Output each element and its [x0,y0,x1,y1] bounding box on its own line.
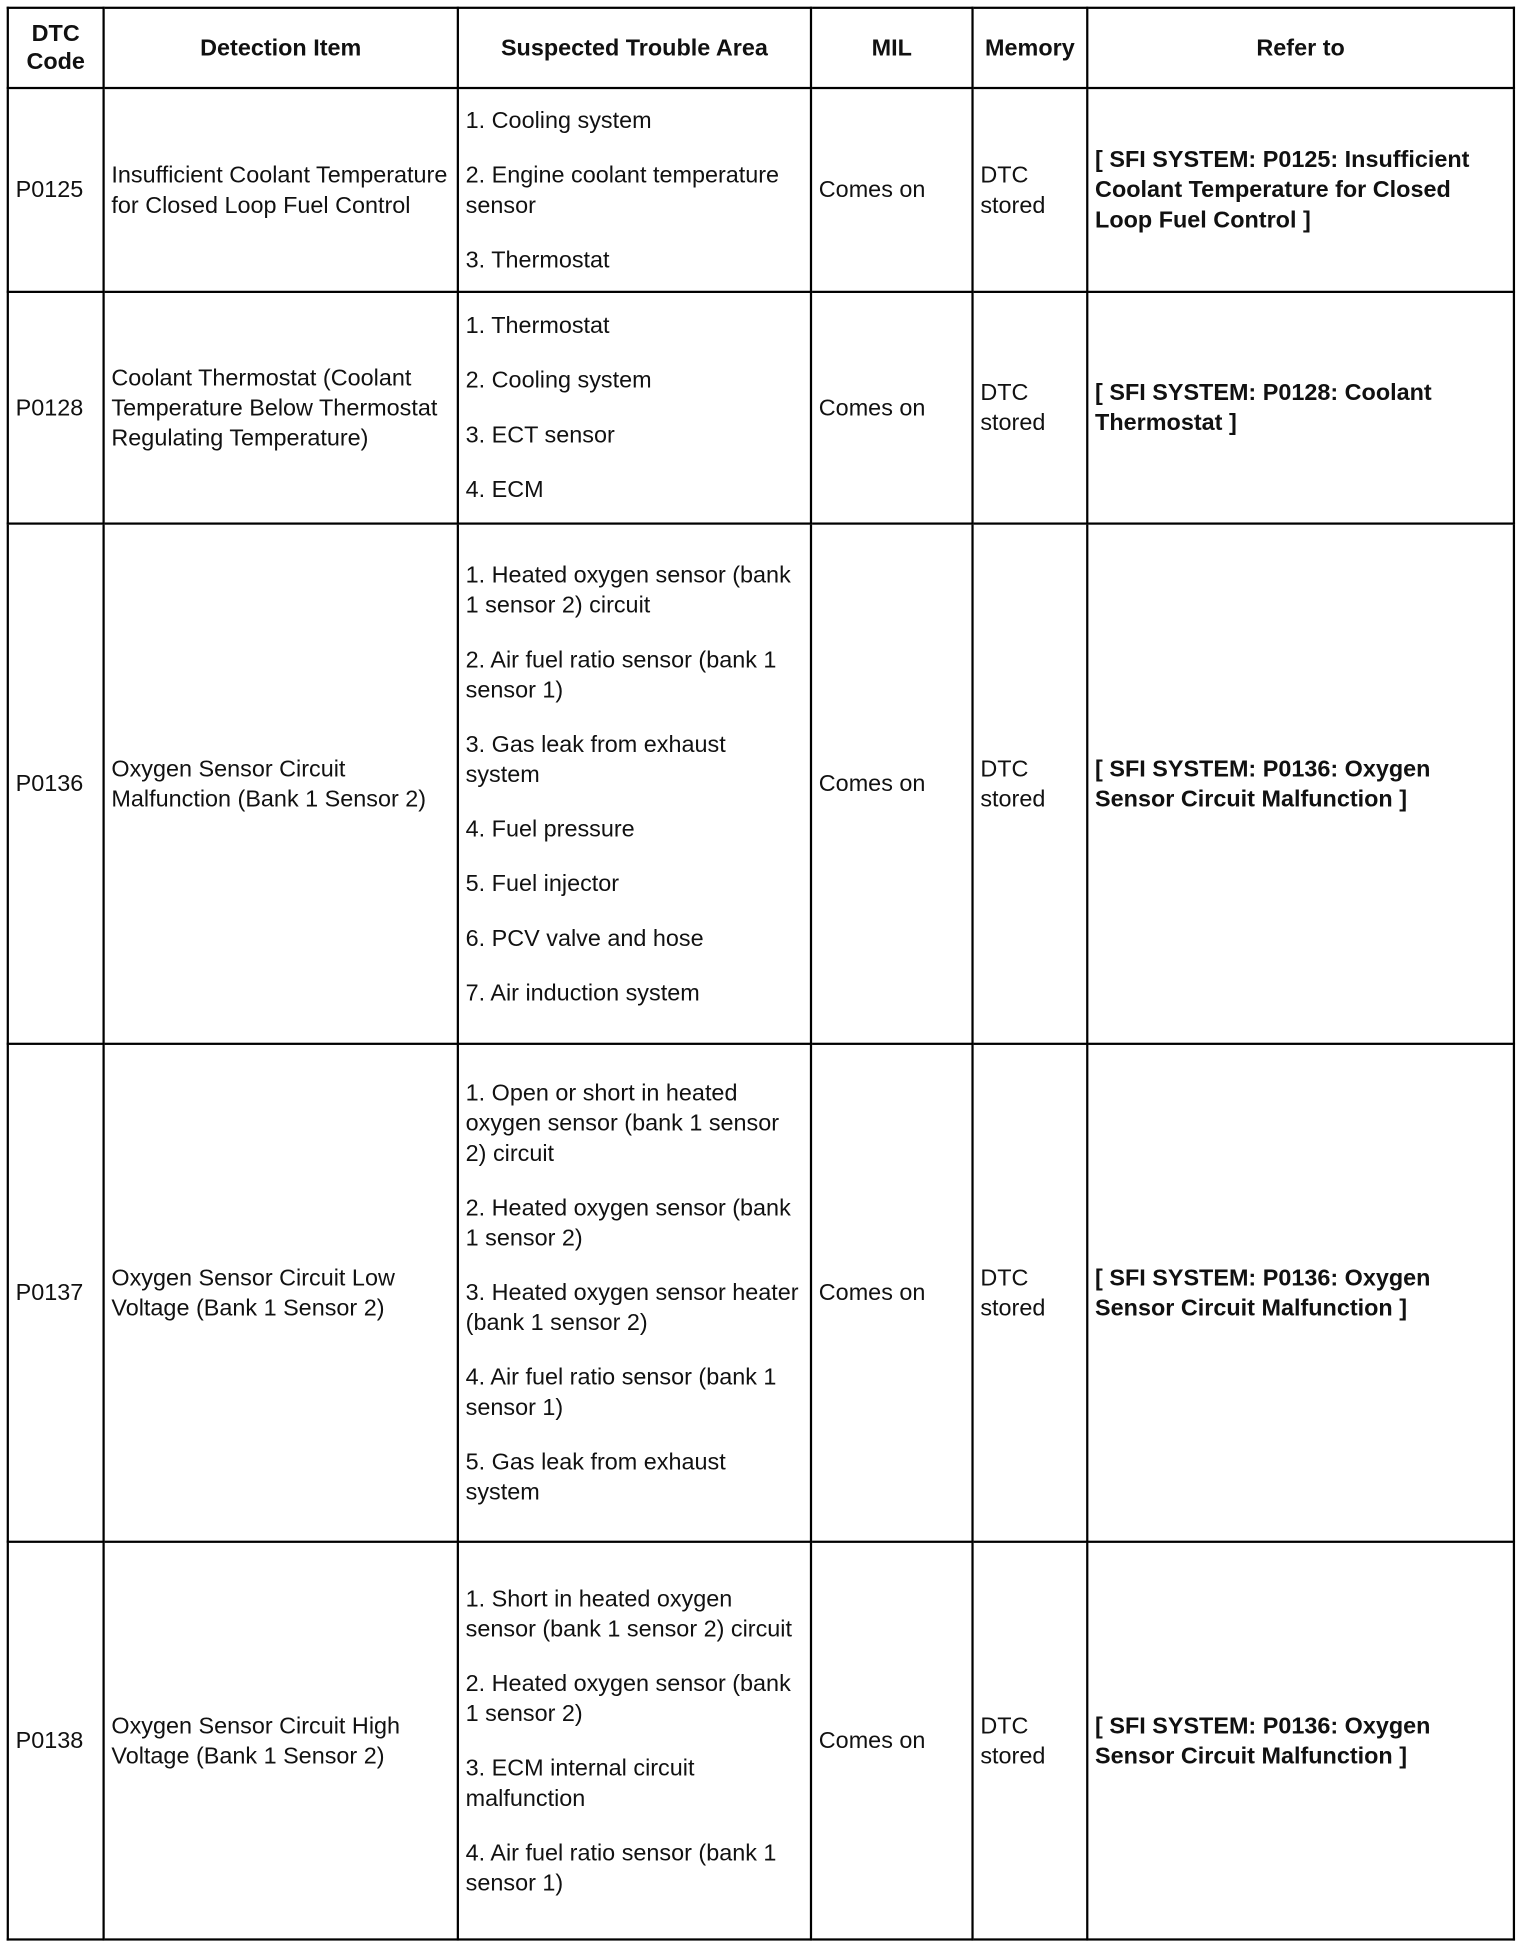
trouble-area-list [466,560,804,1008]
detection-item-cell: Insufficient Coolant Temperature for Closed Loop Fuel Control [104,88,458,292]
table-row [8,1542,1514,1940]
detection-item-cell: Oxygen Sensor Circuit Low Voltage (Bank 1 Sensor 2) [104,1044,458,1542]
header-suspected-trouble-area: Suspected Trouble Area [458,8,811,88]
trouble-area-cell [458,88,811,292]
mil-cell: Comes on [811,1044,973,1542]
header-memory: Memory [973,8,1088,88]
trouble-area-item: 7. Air induction system [465,979,700,1006]
detection-item-cell: Oxygen Sensor Circuit Malfunction (Bank 1 Sensor 2) [104,524,458,1044]
trouble-area-cell [458,292,811,524]
trouble-area-item: 1. Short in heated oxygen sensor (bank 1 sensor 2) circuit [465,1585,793,1642]
dtc-table [7,7,1515,1941]
trouble-area-item: 4. Air fuel ratio sensor (bank 1 sensor 1) [465,1364,777,1421]
mil-cell: Comes on [811,1542,973,1940]
trouble-area-cell [458,524,811,1044]
dtc-code-cell: P0128 [8,292,104,524]
dtc-code-cell: P0138 [8,1542,104,1940]
mil-cell: Comes on [811,524,973,1044]
refer-to-cell: [ SFI SYSTEM: P0136: Oxygen Sensor Circuit Malfunction ] [1087,1542,1514,1940]
trouble-area-list [466,1078,804,1507]
dtc-code-cell: P0137 [8,1044,104,1542]
trouble-area-item: 3. Thermostat [465,246,610,273]
trouble-area-item: 5. Fuel injector [465,870,620,897]
refer-to-cell: [ SFI SYSTEM: P0128: Coolant Thermostat ] [1087,292,1514,524]
header-mil: MIL [811,8,973,88]
header-dtc-code-line1: DTC [31,21,80,47]
trouble-area-item: 6. PCV valve and hose [465,925,704,951]
trouble-area-item: 1. Thermostat [465,313,610,339]
trouble-area-item: 4. ECM [465,476,544,503]
trouble-area-cell [458,1044,811,1542]
header-dtc-code-line2: Code [26,49,85,75]
dtc-code-cell: P0125 [8,88,104,292]
memory-cell: DTC stored [973,1044,1088,1542]
trouble-area-item: 1. Open or short in heated oxygen sensor (bank 1 sensor 2) circuit [465,1080,780,1167]
trouble-area-item: 4. Fuel pressure [465,816,635,842]
detection-item-cell: Coolant Thermostat (Coolant Temperature Below Thermostat Regulating Temperature) [104,292,458,524]
trouble-area-item: 2. Engine coolant temperature sensor [465,162,780,218]
table-row [8,524,1514,1044]
memory-cell: DTC stored [973,524,1088,1044]
header-refer-to: Refer to [1087,8,1514,88]
header-detection-item: Detection Item [104,8,458,88]
trouble-area-item: 2. Cooling system [465,367,652,394]
refer-to-cell: [ SFI SYSTEM: P0125: Insufficient Coolant Temperature for Closed Loop Fuel Control ] [1087,88,1514,292]
header-dtc-code [8,8,104,88]
refer-to-cell: [ SFI SYSTEM: P0136: Oxygen Sensor Circuit Malfunction ] [1087,1044,1514,1542]
trouble-area-item: 2. Heated oxygen sensor (bank 1 sensor 2) [465,1670,791,1727]
detection-item-cell: Oxygen Sensor Circuit High Voltage (Bank 1 Sensor 2) [104,1542,458,1940]
table-header-row [8,8,1514,88]
trouble-area-cell [458,1542,811,1940]
mil-cell: Comes on [811,292,973,524]
refer-to-cell: [ SFI SYSTEM: P0136: Oxygen Sensor Circuit Malfunction ] [1087,524,1514,1044]
memory-cell: DTC stored [973,88,1088,292]
memory-cell: DTC stored [973,1542,1088,1940]
table-body [8,88,1514,1939]
table-row [8,1044,1514,1542]
trouble-area-item: 3. ECM internal circuit malfunction [465,1755,695,1811]
table-row [8,292,1514,524]
trouble-area-item: 3. Gas leak from exhaust system [465,731,726,788]
trouble-area-list [466,1584,804,1898]
trouble-area-item: 3. ECT sensor [465,422,615,448]
dtc-code-cell: P0136 [8,524,104,1044]
trouble-area-item: 2. Air fuel ratio sensor (bank 1 sensor 1) [465,646,777,703]
trouble-area-item: 1. Cooling system [465,107,652,134]
trouble-area-item: 1. Heated oxygen sensor (bank 1 sensor 2) circuit [465,562,791,618]
trouble-area-item: 4. Air fuel ratio sensor (bank 1 sensor 1) [465,1839,777,1896]
table-row [8,88,1514,292]
trouble-area-list [466,311,804,505]
trouble-area-list [466,105,804,274]
trouble-area-item: 3. Heated oxygen sensor heater (bank 1 sensor 2) [465,1279,799,1336]
trouble-area-item: 2. Heated oxygen sensor (bank 1 sensor 2) [465,1195,791,1252]
trouble-area-item: 5. Gas leak from exhaust system [465,1449,726,1506]
memory-cell: DTC stored [973,292,1088,524]
mil-cell: Comes on [811,88,973,292]
